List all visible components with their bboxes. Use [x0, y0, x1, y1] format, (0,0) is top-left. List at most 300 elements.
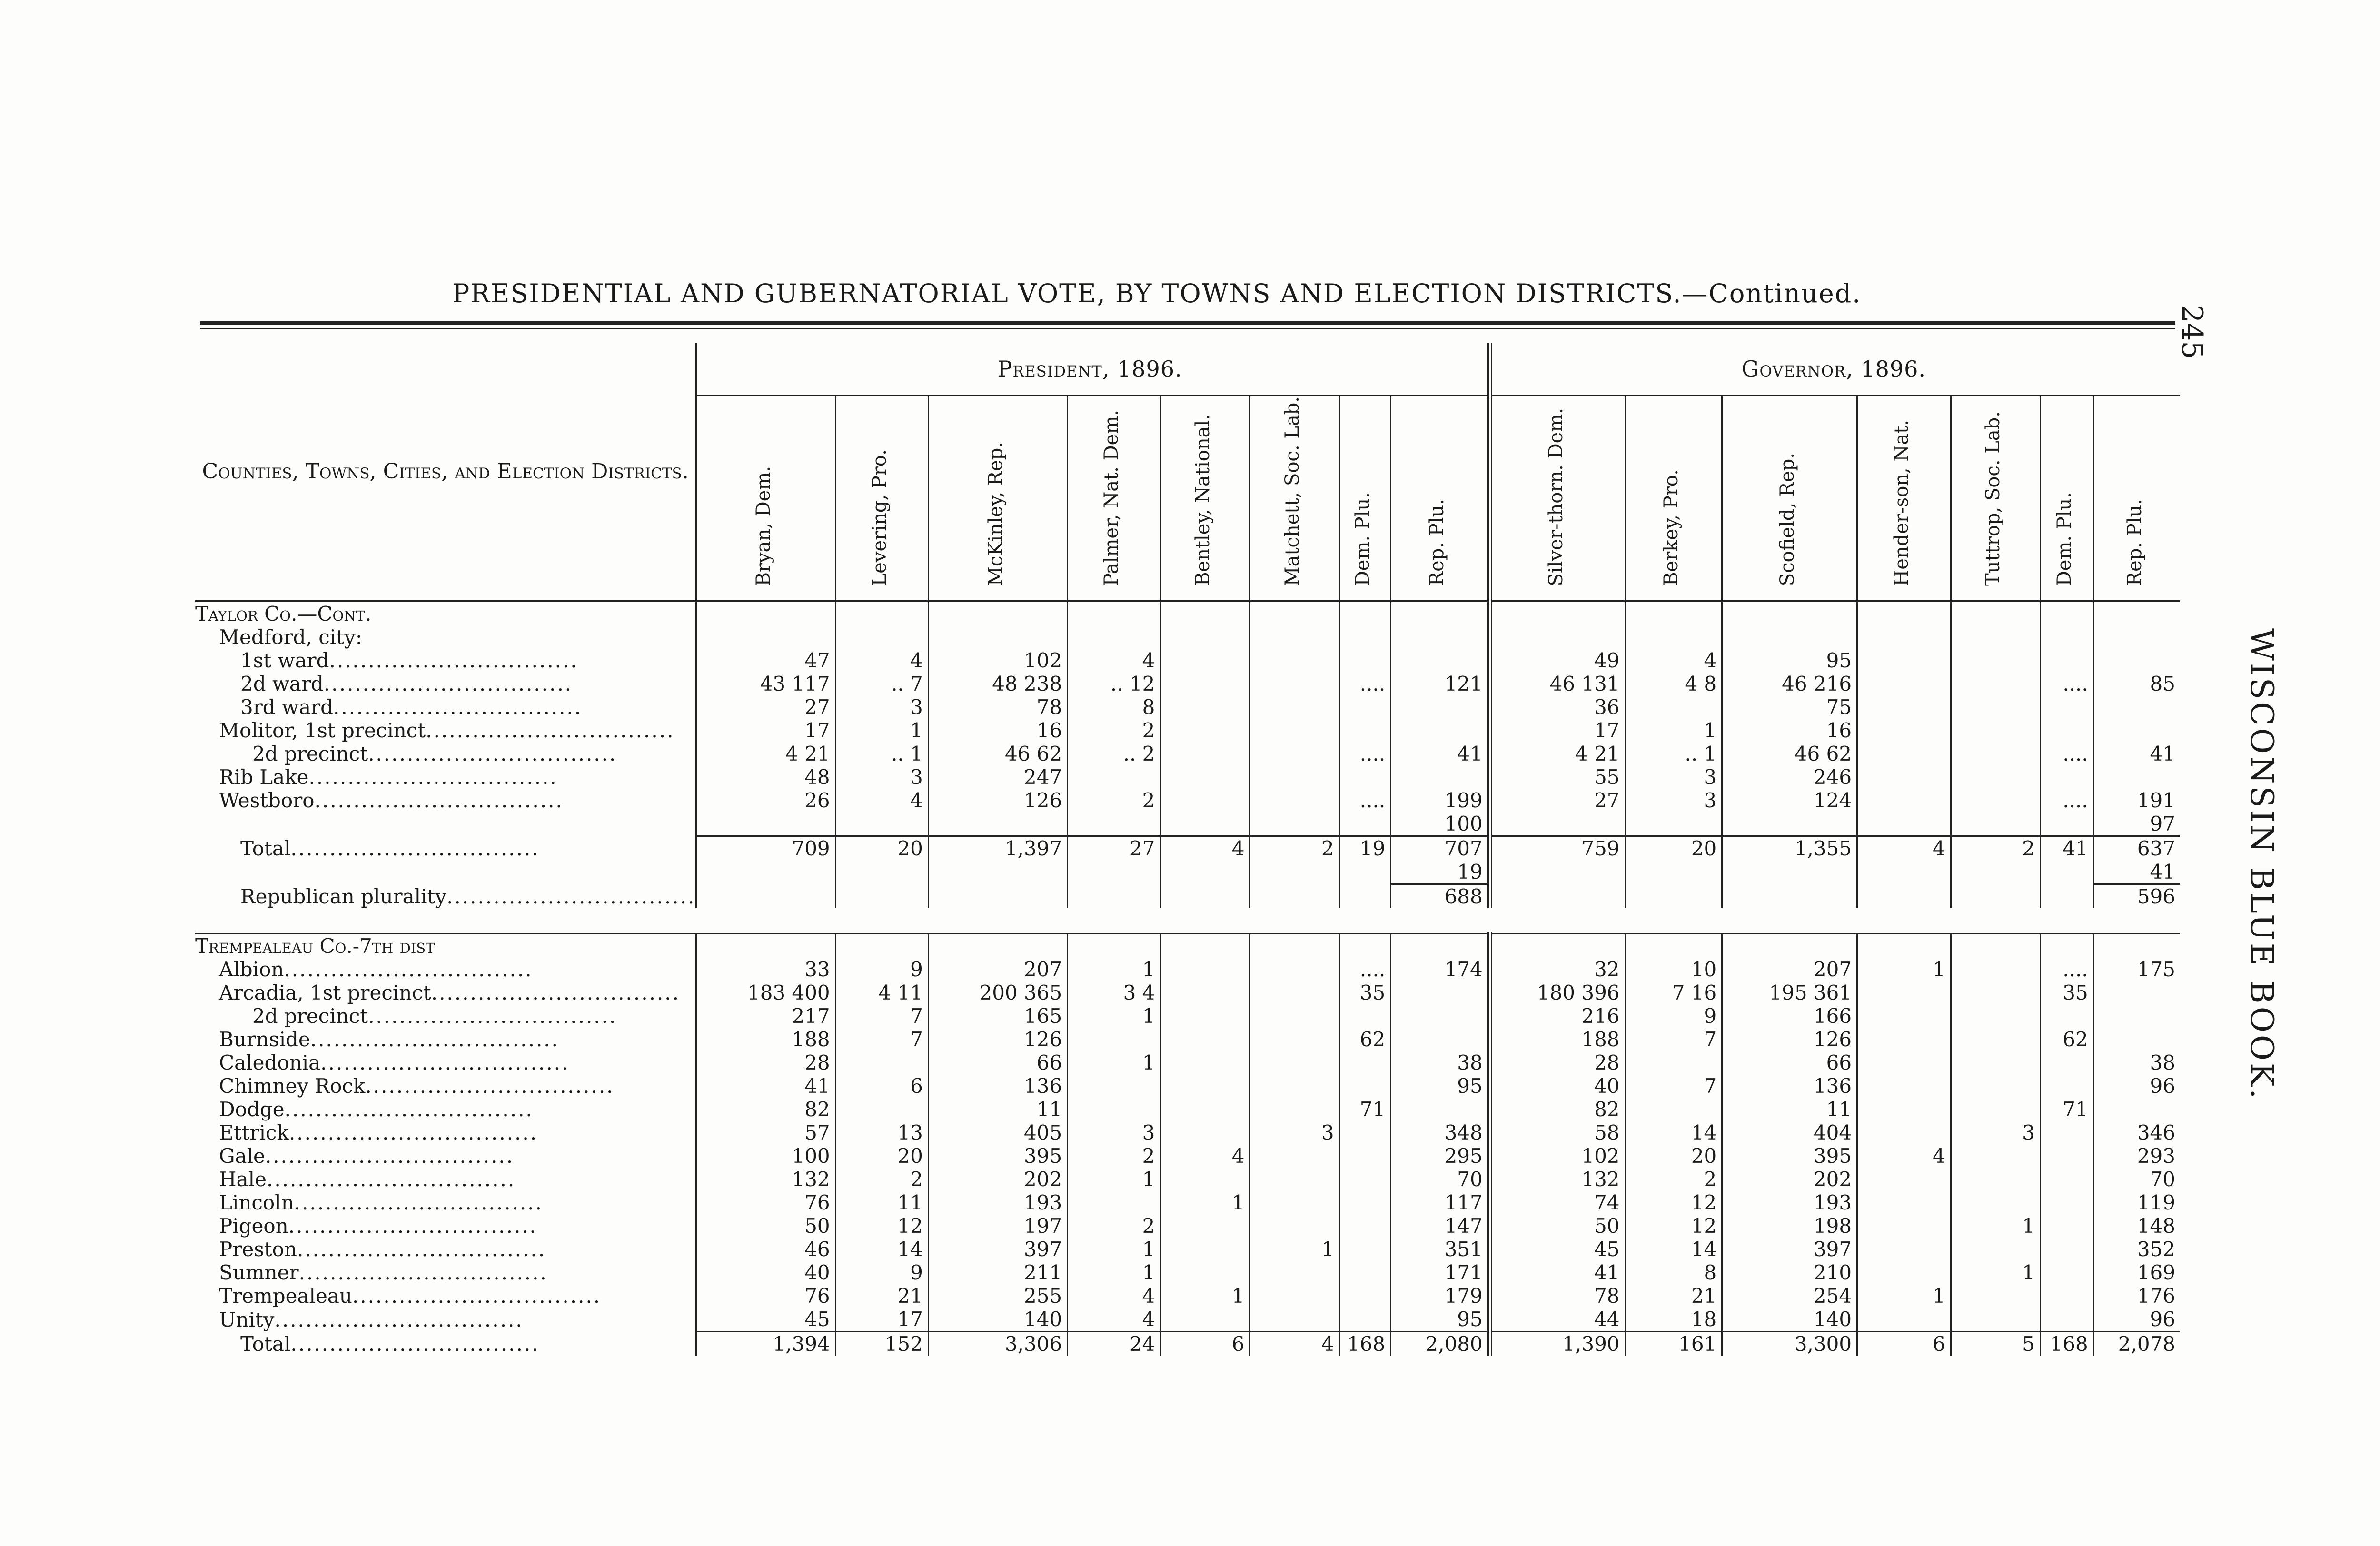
row-label: Total [240, 836, 291, 860]
vote-cell: 4 21 [1490, 742, 1625, 765]
vote-cell [1250, 789, 1339, 812]
vote-cell [1250, 649, 1339, 672]
vote-cell [1339, 1004, 1391, 1028]
column-header: Levering, Pro. [868, 449, 891, 586]
vote-cell: 4 11 [835, 981, 928, 1004]
vote-cell: 21 [835, 1284, 928, 1308]
vote-cell: 1,397 [928, 836, 1067, 861]
vote-cell [1250, 958, 1339, 981]
vote-cell: 637 [2093, 836, 2180, 861]
vote-cell: 2 [1068, 789, 1160, 812]
vote-cell: .... [2040, 789, 2093, 812]
vote-cell: 78 [1490, 1284, 1625, 1308]
vote-cell: .... [2040, 958, 2093, 981]
vote-cell: 14 [1625, 1121, 1722, 1144]
vote-cell [1160, 719, 1250, 742]
vote-cell [2093, 625, 2180, 649]
vote-cell: 132 [696, 1168, 835, 1191]
vote-cell: 17 [696, 719, 835, 742]
vote-cell [2040, 1191, 2093, 1214]
vote-cell: 70 [1391, 1168, 1490, 1191]
vote-cell: 12 [835, 1214, 928, 1238]
vote-cell: 152 [835, 1332, 928, 1356]
vote-cell: 193 [1722, 1191, 1857, 1214]
vote-cell [928, 933, 1067, 958]
vote-cell: 6 [1160, 1332, 1250, 1356]
vote-cell [1339, 1214, 1391, 1238]
vote-cell: 66 [1722, 1051, 1857, 1074]
vote-cell: 246 [1722, 765, 1857, 789]
vote-cell [2040, 1121, 2093, 1144]
vote-cell: 82 [696, 1098, 835, 1121]
vote-cell: 140 [1722, 1308, 1857, 1332]
vote-cell: 20 [835, 1144, 928, 1168]
vote-cell: 97 [2093, 812, 2180, 836]
vote-cell [928, 884, 1067, 909]
vote-cell [835, 860, 928, 884]
vote-cell: 195 361 [1722, 981, 1857, 1004]
vote-cell: 20 [835, 836, 928, 861]
vote-cell [1250, 1191, 1339, 1214]
vote-cell [1857, 1191, 1951, 1214]
vote-cell: 46 62 [1722, 742, 1857, 765]
vote-cell [1951, 625, 2040, 649]
vote-cell: 348 [1391, 1121, 1490, 1144]
row-label: Pigeon [219, 1214, 288, 1238]
vote-cell [1160, 860, 1250, 884]
vote-cell: 216 [1490, 1004, 1625, 1028]
table-row [195, 789, 2180, 812]
vote-cell [1160, 1238, 1250, 1261]
vote-cell: 11 [928, 1098, 1067, 1121]
leader-dots: ................................ [266, 1168, 516, 1191]
vote-cell [1857, 695, 1951, 719]
vote-cell: 7 [1625, 1074, 1722, 1098]
vote-cell [1250, 1051, 1339, 1074]
vote-cell: 1 [1951, 1261, 2040, 1284]
vote-cell: 210 [1722, 1261, 1857, 1284]
vote-cell [1160, 1261, 1250, 1284]
vote-cell: 179 [1391, 1284, 1490, 1308]
vote-cell: 11 [1722, 1098, 1857, 1121]
leader-dots: ................................ [308, 765, 558, 789]
vote-cell [1857, 672, 1951, 695]
vote-cell: 180 396 [1490, 981, 1625, 1004]
vote-cell: 48 [696, 765, 835, 789]
vote-cell: .... [1339, 672, 1391, 695]
vote-cell: 4 [1250, 1332, 1339, 1356]
vote-cell [1339, 812, 1391, 836]
vote-cell [2093, 1004, 2180, 1028]
vote-cell: 4 [1068, 1284, 1160, 1308]
vote-cell [835, 1051, 928, 1074]
vote-cell: 2 [1250, 836, 1339, 861]
vote-cell: 197 [928, 1214, 1067, 1238]
vote-cell: 4 [835, 789, 928, 812]
vote-cell [1160, 1051, 1250, 1074]
vote-cell [1951, 695, 2040, 719]
vote-cell [2040, 1284, 2093, 1308]
vote-cell [1339, 884, 1391, 909]
vote-cell [696, 625, 835, 649]
vote-cell [2040, 1074, 2093, 1098]
vote-cell: 193 [928, 1191, 1067, 1214]
vote-cell: 33 [696, 958, 835, 981]
vote-cell: 74 [1490, 1191, 1625, 1214]
table-row [195, 1308, 2180, 1332]
row-label: Chimney Rock [219, 1074, 366, 1098]
vote-cell [1339, 1121, 1391, 1144]
vote-cell: 2 [1951, 836, 2040, 861]
vote-cell: 2 [1068, 1144, 1160, 1168]
vote-cell [1951, 1028, 2040, 1051]
vote-cell: 1 [835, 719, 928, 742]
vote-cell [696, 812, 835, 836]
vote-cell [1722, 860, 1857, 884]
vote-cell [1250, 601, 1339, 625]
vote-cell: 119 [2093, 1191, 2180, 1214]
vote-cell [1250, 812, 1339, 836]
vote-cell [1857, 1308, 1951, 1332]
vote-cell [1339, 1191, 1391, 1214]
vote-cell: 41 [696, 1074, 835, 1098]
row-label: Dodge [219, 1098, 285, 1121]
row-label: 3rd ward [240, 695, 333, 719]
vote-cell: 1 [1068, 1051, 1160, 1074]
vote-cell: 20 [1625, 836, 1722, 861]
vote-cell [1250, 1028, 1339, 1051]
table-row [195, 672, 2180, 695]
vote-cell [1160, 742, 1250, 765]
vote-cell [2093, 719, 2180, 742]
vote-cell: 3 [1250, 1121, 1339, 1144]
vote-cell [1250, 1098, 1339, 1121]
row-label: Sumner [219, 1261, 299, 1285]
vote-cell: 27 [1490, 789, 1625, 812]
vote-cell: 171 [1391, 1261, 1490, 1284]
vote-cell: 1 [1068, 1261, 1160, 1284]
vote-cell: 2 [1625, 1168, 1722, 1191]
vote-cell: 2,080 [1391, 1332, 1490, 1356]
vote-cell [2040, 1238, 2093, 1261]
vote-cell: 4 [1857, 1144, 1951, 1168]
vote-cell [1951, 1051, 2040, 1074]
vote-cell [2040, 1261, 2093, 1284]
vote-cell: 191 [2093, 789, 2180, 812]
vote-cell: 1 [1857, 958, 1951, 981]
vote-cell [1951, 1074, 2040, 1098]
vote-cell [1250, 1261, 1339, 1284]
vote-cell [1339, 1308, 1391, 1332]
vote-cell: 1 [1068, 1004, 1160, 1028]
vote-cell [1857, 1028, 1951, 1051]
table-row [195, 1191, 2180, 1214]
vote-cell [1339, 719, 1391, 742]
vote-cell: 70 [2093, 1168, 2180, 1191]
column-header: Tuttrop, Soc. Lab. [1982, 411, 2004, 586]
vote-cell: 27 [696, 695, 835, 719]
vote-cell [1722, 625, 1857, 649]
column-header: Rep. Plu. [2123, 499, 2146, 586]
vote-cell: 4 [835, 649, 928, 672]
vote-cell: 96 [2093, 1308, 2180, 1332]
vote-cell [696, 884, 835, 909]
vote-cell [1160, 672, 1250, 695]
vote-cell: 36 [1490, 695, 1625, 719]
vote-cell [2040, 933, 2093, 958]
vote-cell: 45 [696, 1308, 835, 1332]
leader-dots: ................................ [284, 1098, 534, 1121]
vote-cell [2040, 860, 2093, 884]
vote-cell [1951, 884, 2040, 909]
table-row [195, 981, 2180, 1004]
table-row [195, 1004, 2180, 1028]
table-row [195, 1214, 2180, 1238]
vote-cell: 121 [1391, 672, 1490, 695]
vote-cell [1951, 981, 2040, 1004]
table-row [195, 884, 2180, 909]
vote-cell: 35 [2040, 981, 2093, 1004]
vote-cell [1250, 742, 1339, 765]
vote-cell [1857, 1074, 1951, 1098]
vote-cell [1160, 625, 1250, 649]
vote-cell [1951, 1308, 2040, 1332]
vote-cell [1951, 1168, 2040, 1191]
vote-cell: 14 [1625, 1238, 1722, 1261]
vote-cell [1722, 601, 1857, 625]
vote-cell: 8 [1068, 695, 1160, 719]
top-rule-thick [200, 321, 2175, 325]
vote-cell [1625, 933, 1722, 958]
vote-cell: 100 [1391, 812, 1490, 836]
row-label: Arcadia, 1st precinct [219, 981, 431, 1005]
vote-cell [1857, 1238, 1951, 1261]
vote-cell: 4 8 [1625, 672, 1722, 695]
row-label: Taylor Co.—Cont. [195, 602, 372, 626]
vote-cell: 397 [928, 1238, 1067, 1261]
vote-cell [1857, 601, 1951, 625]
row-label: 2d ward [240, 672, 324, 696]
row-label: Albion [219, 958, 284, 981]
table-row [195, 742, 2180, 765]
vote-cell [1857, 812, 1951, 836]
table-row [195, 1028, 2180, 1051]
vote-cell [1339, 1261, 1391, 1284]
vote-cell [1490, 625, 1625, 649]
leader-dots: ................................ [290, 836, 540, 860]
vote-cell: 3 [835, 695, 928, 719]
vote-cell [1391, 1004, 1490, 1028]
vote-cell [1857, 1004, 1951, 1028]
vote-cell [1951, 789, 2040, 812]
vote-cell: 1,390 [1490, 1332, 1625, 1356]
vote-cell: 41 [2093, 742, 2180, 765]
vote-cell [2093, 1098, 2180, 1121]
vote-cell [1160, 1308, 1250, 1332]
vote-cell [1339, 1144, 1391, 1168]
vote-cell [1857, 765, 1951, 789]
leader-dots: ................................ [323, 672, 573, 696]
vote-cell: 62 [1339, 1028, 1391, 1051]
vote-cell [1625, 812, 1722, 836]
vote-cell: 45 [1490, 1238, 1625, 1261]
vote-cell [1951, 601, 2040, 625]
column-header: Palmer, Nat. Dem. [1101, 410, 1123, 586]
vote-cell: 165 [928, 1004, 1067, 1028]
vote-cell [1160, 695, 1250, 719]
vote-cell: 148 [2093, 1214, 2180, 1238]
table-row [195, 1051, 2180, 1074]
vote-cell: 395 [1722, 1144, 1857, 1168]
vote-cell: 1 [1951, 1214, 2040, 1238]
vote-cell: 40 [696, 1261, 835, 1284]
column-header: Bentley, National. [1191, 414, 1214, 586]
vote-cell [1160, 1168, 1250, 1191]
vote-cell [1068, 765, 1160, 789]
vote-cell: 217 [696, 1004, 835, 1028]
vote-cell: 9 [835, 1261, 928, 1284]
vote-cell [1250, 884, 1339, 909]
vote-cell [2040, 765, 2093, 789]
leader-dots: ................................ [297, 1238, 546, 1261]
vote-cell: 4 21 [696, 742, 835, 765]
vote-cell [1160, 884, 1250, 909]
vote-cell: 102 [928, 649, 1067, 672]
row-label: Trempealeau [219, 1284, 352, 1308]
table-row [195, 812, 2180, 836]
vote-cell: 41 [2093, 860, 2180, 884]
vote-cell [1160, 812, 1250, 836]
vote-cell: 4 [1160, 1144, 1250, 1168]
running-head: WISCONSIN BLUE BOOK. [2243, 628, 2280, 1101]
row-label: Trempealeau Co.-7th dist [195, 934, 435, 958]
vote-cell: 96 [2093, 1074, 2180, 1098]
vote-cell: 136 [928, 1074, 1067, 1098]
table-row [195, 625, 2180, 649]
vote-cell [835, 812, 928, 836]
vote-cell: 2,078 [2093, 1332, 2180, 1356]
vote-cell [1857, 884, 1951, 909]
vote-cell [1391, 765, 1490, 789]
vote-cell [1068, 601, 1160, 625]
vote-cell [1951, 719, 2040, 742]
table-row [195, 1284, 2180, 1308]
vote-cell [1068, 1191, 1160, 1214]
vote-cell: 707 [1391, 836, 1490, 861]
vote-cell: 352 [2093, 1238, 2180, 1261]
column-header: Rep. Plu. [1426, 499, 1448, 586]
vote-cell [1160, 1098, 1250, 1121]
vote-cell [2040, 719, 2093, 742]
vote-cell [835, 933, 928, 958]
leader-dots: ................................ [333, 695, 583, 719]
vote-cell: 199 [1391, 789, 1490, 812]
vote-cell: 3 [1625, 765, 1722, 789]
vote-cell: 211 [928, 1261, 1067, 1284]
vote-cell [835, 625, 928, 649]
vote-cell: 26 [696, 789, 835, 812]
vote-cell: 1,355 [1722, 836, 1857, 861]
group-president: President, 1896. [997, 356, 1182, 382]
vote-cell [1068, 1098, 1160, 1121]
row-label: Ettrick [219, 1121, 289, 1145]
section-separator [195, 908, 2180, 933]
vote-cell: 11 [835, 1191, 928, 1214]
vote-cell [835, 601, 928, 625]
vote-cell [1625, 695, 1722, 719]
vote-cell [1857, 1098, 1951, 1121]
leader-dots: ................................ [368, 742, 617, 766]
vote-cell [1391, 695, 1490, 719]
vote-cell: .. 7 [835, 672, 928, 695]
vote-cell: 95 [1391, 1074, 1490, 1098]
vote-cell: 293 [2093, 1144, 2180, 1168]
vote-cell: .. 1 [1625, 742, 1722, 765]
vote-cell [1250, 695, 1339, 719]
vote-cell [2093, 649, 2180, 672]
vote-cell: 2 [1068, 1214, 1160, 1238]
leader-dots: ................................ [314, 789, 564, 813]
vote-cell [1160, 933, 1250, 958]
vote-cell: 346 [2093, 1121, 2180, 1144]
vote-cell: 35 [1339, 981, 1391, 1004]
leader-dots: ................................ [365, 1074, 615, 1098]
vote-cell: 62 [2040, 1028, 2093, 1051]
leader-dots: ................................ [298, 1261, 548, 1285]
vote-cell: 404 [1722, 1121, 1857, 1144]
vote-cell [1857, 649, 1951, 672]
vote-cell: 5 [1951, 1332, 2040, 1356]
vote-cell [2040, 1144, 2093, 1168]
vote-cell [1857, 1168, 1951, 1191]
vote-cell [1068, 625, 1160, 649]
vote-cell [1951, 765, 2040, 789]
vote-cell [1250, 933, 1339, 958]
vote-cell: 21 [1625, 1284, 1722, 1308]
page-number: 245 [2175, 305, 2209, 359]
vote-cell: 198 [1722, 1214, 1857, 1238]
leader-dots: ................................ [446, 884, 696, 908]
vote-cell: 16 [928, 719, 1067, 742]
vote-cell: 1,394 [696, 1332, 835, 1356]
vote-cell [1857, 1214, 1951, 1238]
vote-cell: 44 [1490, 1308, 1625, 1332]
vote-cell [1951, 1098, 2040, 1121]
vote-cell [1068, 860, 1160, 884]
vote-cell: 6 [835, 1074, 928, 1098]
vote-cell: 17 [1490, 719, 1625, 742]
vote-cell: 207 [1722, 958, 1857, 981]
vote-cell [1951, 1144, 2040, 1168]
vote-cell [1250, 672, 1339, 695]
vote-cell: 50 [696, 1214, 835, 1238]
column-header: Dem. Plu. [2053, 492, 2076, 586]
vote-cell: 24 [1068, 1332, 1160, 1356]
vote-cell: 78 [928, 695, 1067, 719]
vote-cell [1857, 742, 1951, 765]
vote-cell [1951, 860, 2040, 884]
vote-cell: 124 [1722, 789, 1857, 812]
vote-cell: 4 [1068, 649, 1160, 672]
vote-cell: 200 365 [928, 981, 1067, 1004]
vote-cell: 38 [1391, 1051, 1490, 1074]
vote-cell: 50 [1490, 1214, 1625, 1238]
vote-cell: 168 [2040, 1332, 2093, 1356]
vote-cell [1250, 719, 1339, 742]
vote-cell [1339, 1074, 1391, 1098]
table-row [195, 1332, 2180, 1356]
vote-cell [1160, 789, 1250, 812]
